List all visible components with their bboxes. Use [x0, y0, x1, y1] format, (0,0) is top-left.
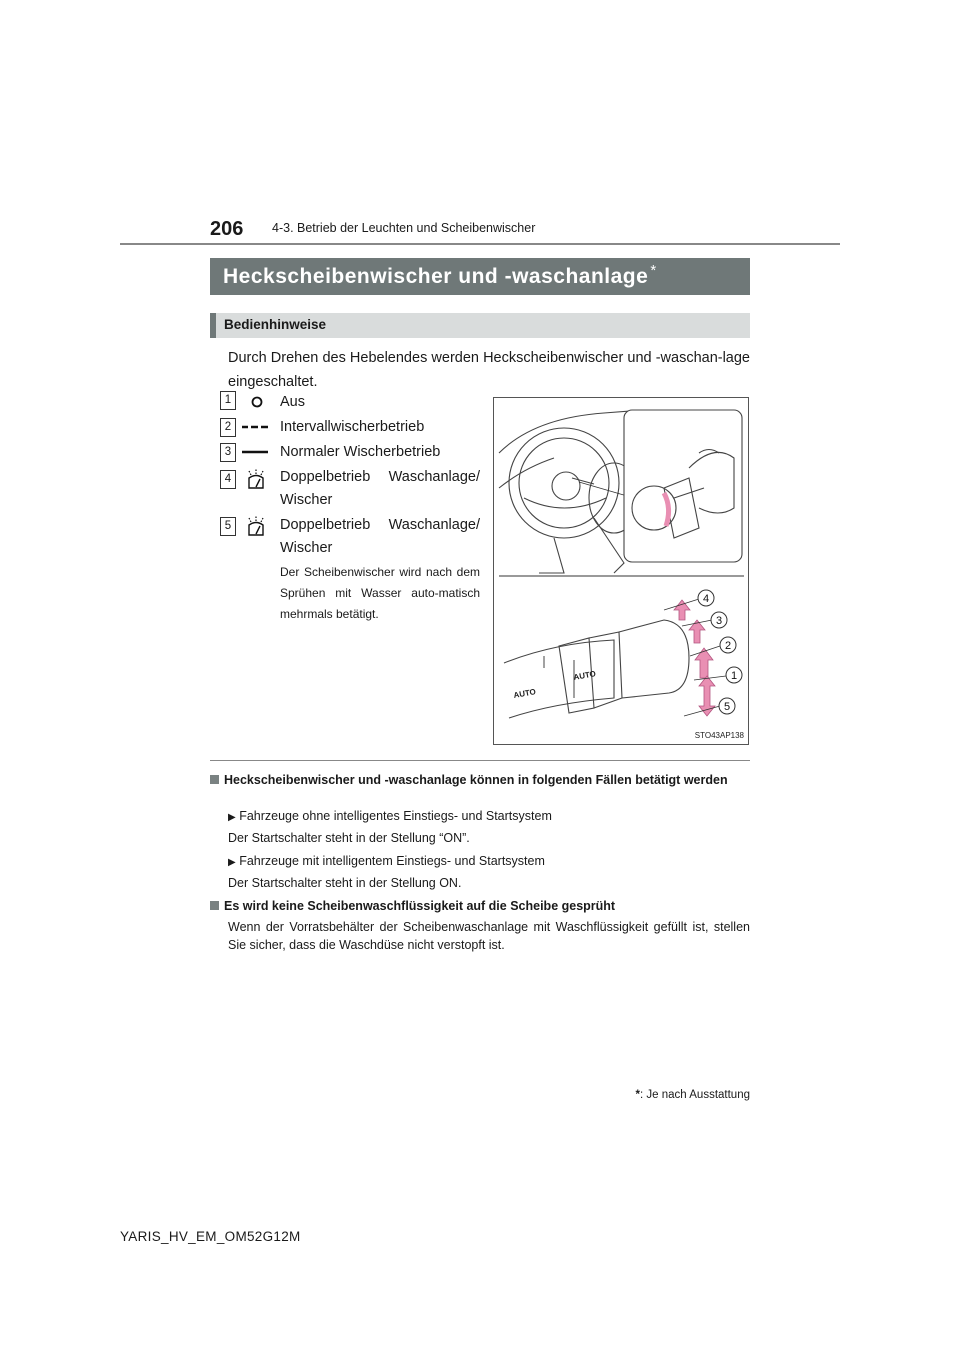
subheading-accent [210, 313, 216, 338]
body-text: Der Startschalter steht in der Stellung ON. [228, 876, 462, 890]
wiper-lever-illustration [494, 398, 748, 744]
washer-wiper-icon [245, 515, 267, 537]
footnote-text: : Je nach Ausstattung [640, 1089, 750, 1101]
body-text: Der Startschalter steht in der Stellung “ON”. [228, 831, 470, 845]
intermittent-dashes-icon [240, 420, 270, 434]
document-code: YARIS_HV_EM_OM52G12M [120, 1229, 301, 1244]
lever-auto-label: AUTO [572, 669, 597, 682]
intro-paragraph: Durch Drehen des Hebelendes werden Heckscheibenwischer und -waschan-lage eingeschaltet. [228, 350, 750, 390]
item-number-badge: 3 [220, 443, 236, 462]
callout-number: 4 [702, 593, 710, 605]
bullet-text: Fahrzeuge ohne intelligentes Einstiegs- und Startsystem [239, 809, 552, 823]
callout-number: 3 [715, 615, 723, 627]
off-circle-icon [247, 395, 267, 409]
triangle-bullet-icon: ▶ [228, 857, 236, 868]
header-rule [120, 243, 840, 245]
callout-number: 1 [730, 670, 738, 682]
item-number-badge: 4 [220, 470, 236, 489]
page-number: 206 [210, 218, 244, 240]
page-title [210, 258, 750, 295]
callout-number: 5 [723, 701, 731, 713]
washer-wiper-icon [245, 468, 267, 490]
bullet-text: Fahrzeuge mit intelligentem Einstiegs- und Startsystem [239, 854, 545, 868]
bullet-line [228, 852, 750, 872]
triangle-bullet-icon: ▶ [228, 812, 236, 823]
asterisk-icon: * [650, 262, 657, 279]
item-number-badge: 1 [220, 391, 236, 410]
bullet-line [228, 807, 750, 827]
item-label: Doppelbetrieb Waschanlage/ Wischer [280, 517, 480, 556]
item-label: Normaler Wischerbetrieb [280, 444, 441, 460]
page-title-text: Heckscheibenwischer und -waschanlage [223, 265, 649, 288]
item-label: Aus [280, 394, 305, 410]
section-title: 4-3. Betrieb der Leuchten und Scheibenwischer [272, 221, 536, 235]
note-heading [210, 771, 750, 789]
item-number-badge: 5 [220, 517, 236, 536]
square-bullet-icon [210, 901, 219, 910]
asterisk-icon: * [635, 1089, 641, 1101]
item-label: Doppelbetrieb Waschanlage/ Wischer [280, 469, 480, 508]
subheading-bar [210, 313, 750, 338]
note-heading-text: Heckscheibenwischer und -waschanlage können in folgenden Fällen betätigt werden [224, 773, 728, 787]
item-label: Intervallwischerbetrieb [280, 419, 425, 435]
section-divider [210, 760, 750, 761]
note-heading-text: Es wird keine Scheibenwaschflüssigkeit auf die Scheibe gesprüht [224, 899, 616, 913]
callout-number: 2 [724, 640, 732, 652]
body-text: Wenn der Vorratsbehälter der Scheibenwaschanlage mit Waschflüssigkeit gefüllt ist, stellen Sie sicher, dass die Waschdüse nicht verstopft ist. [228, 920, 750, 952]
normal-line-icon [240, 445, 270, 459]
square-bullet-icon [210, 775, 219, 784]
figure-code: STO43AP138 [694, 731, 744, 740]
item-number-badge: 2 [220, 418, 236, 437]
subheading-text: Bedienhinweise [224, 317, 327, 332]
item-note: Der Scheibenwischer wird nach dem Sprühen mit Wasser auto-matisch mehrmals betätigt. [280, 565, 480, 621]
figure-wiper-lever [493, 397, 749, 745]
note-heading [210, 897, 750, 915]
footnote [590, 1089, 750, 1101]
lever-auto-label: AUTO [512, 687, 537, 700]
